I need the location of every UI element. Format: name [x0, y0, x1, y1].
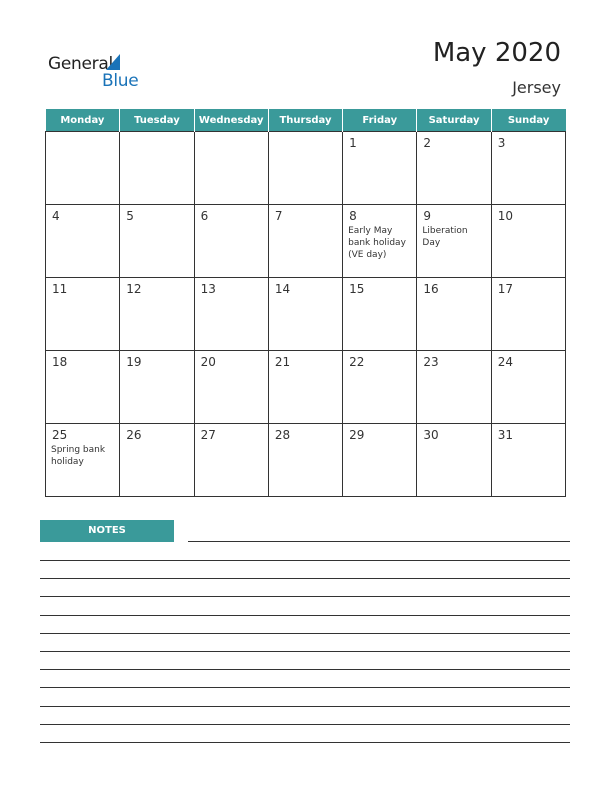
notes-label: NOTES	[40, 520, 174, 542]
calendar-day-cell	[46, 424, 120, 497]
calendar-week-row	[46, 205, 566, 278]
day-number: 11	[52, 282, 68, 296]
notes-line	[40, 560, 570, 561]
weekday-header: Tuesday	[120, 109, 194, 132]
calendar-day-cell	[268, 424, 342, 497]
day-number: 12	[126, 282, 142, 296]
day-number: 20	[200, 355, 216, 369]
calendar-day-cell	[268, 278, 342, 351]
calendar-day-cell	[491, 205, 565, 278]
day-number: 31	[497, 428, 513, 442]
day-number: 24	[497, 355, 513, 369]
holiday-label: Early May bank holiday (VE day)	[348, 226, 406, 260]
notes-line	[40, 633, 570, 634]
notes-line	[40, 742, 570, 743]
calendar-week-row	[46, 278, 566, 351]
day-number: 26	[126, 428, 142, 442]
logo-text-blue: Blue	[102, 71, 139, 91]
calendar-day-cell	[491, 278, 565, 351]
notes-line	[40, 596, 570, 597]
calendar-day-cell	[268, 351, 342, 424]
calendar-day-cell	[46, 278, 120, 351]
calendar-day-cell	[268, 132, 342, 205]
notes-line	[40, 724, 570, 725]
calendar-day-cell	[491, 424, 565, 497]
calendar-day-cell	[120, 205, 194, 278]
calendar-day-cell	[417, 351, 491, 424]
day-number: 22	[349, 355, 365, 369]
notes-line	[40, 578, 570, 579]
calendar-week-row	[46, 424, 566, 497]
generalblue-logo	[48, 54, 148, 94]
day-number: 18	[52, 355, 68, 369]
calendar-day-cell	[46, 351, 120, 424]
day-number: 16	[423, 282, 439, 296]
calendar-day-cell	[491, 132, 565, 205]
holiday-label: Liberation Day	[422, 226, 468, 248]
day-number: 14	[274, 282, 291, 296]
weekday-header: Wednesday	[194, 109, 268, 132]
day-number: 7	[274, 209, 283, 223]
day-number: 17	[497, 282, 513, 296]
weekday-header: Saturday	[417, 109, 491, 132]
weekday-header: Monday	[46, 109, 120, 132]
day-number: 30	[423, 428, 439, 442]
day-number: 1	[349, 136, 357, 150]
region-label: Jersey	[512, 78, 561, 97]
day-number: 15	[349, 282, 365, 296]
day-number: 21	[274, 355, 291, 369]
calendar-week-row	[46, 351, 566, 424]
calendar-day-cell	[194, 424, 268, 497]
day-number: 29	[349, 428, 365, 442]
notes-line	[188, 541, 570, 542]
calendar-day-cell	[120, 132, 194, 205]
calendar-day-cell	[491, 351, 565, 424]
weekday-header: Thursday	[268, 109, 342, 132]
notes-line	[40, 615, 570, 616]
calendar-grid	[45, 109, 566, 497]
notes-line	[40, 669, 570, 670]
calendar-day-cell	[46, 132, 120, 205]
calendar-day-cell	[120, 351, 194, 424]
calendar-day-cell	[46, 205, 120, 278]
calendar-day-cell	[343, 351, 417, 424]
day-number: 4	[52, 209, 60, 223]
logo-flag-icon	[106, 54, 120, 70]
day-number: 19	[126, 355, 142, 369]
notes-line	[40, 651, 570, 652]
calendar-day-cell	[268, 205, 342, 278]
day-number: 9	[423, 209, 432, 223]
calendar-day-cell	[194, 205, 268, 278]
day-number: 25	[52, 428, 68, 442]
calendar-day-cell	[120, 424, 194, 497]
logo-text-general: General	[48, 54, 113, 74]
notes-line	[40, 687, 570, 688]
calendar-day-cell	[417, 205, 491, 278]
notes-line	[40, 706, 570, 707]
calendar-day-cell	[194, 132, 268, 205]
day-number: 2	[423, 136, 432, 150]
calendar-day-cell	[417, 424, 491, 497]
calendar-day-cell	[343, 205, 417, 278]
calendar-day-cell	[194, 278, 268, 351]
day-number: 10	[497, 209, 513, 223]
day-number: 8	[349, 209, 357, 223]
day-number: 5	[126, 209, 134, 223]
holiday-label: Spring bank holiday	[51, 445, 106, 467]
day-number: 6	[200, 209, 209, 223]
calendar-day-cell	[120, 278, 194, 351]
day-number: 27	[200, 428, 216, 442]
calendar-day-cell	[417, 132, 491, 205]
calendar-day-cell	[417, 278, 491, 351]
day-number: 13	[200, 282, 216, 296]
day-number: 23	[423, 355, 439, 369]
day-number: 3	[497, 136, 506, 150]
weekday-header-row	[46, 109, 566, 132]
weekday-header: Friday	[343, 109, 417, 132]
calendar-day-cell	[343, 132, 417, 205]
calendar-week-row	[46, 132, 566, 205]
weekday-header: Sunday	[491, 109, 565, 132]
calendar-day-cell	[343, 278, 417, 351]
calendar-day-cell	[343, 424, 417, 497]
page-title: May 2020	[432, 38, 561, 68]
day-number: 28	[274, 428, 291, 442]
calendar-day-cell	[194, 351, 268, 424]
